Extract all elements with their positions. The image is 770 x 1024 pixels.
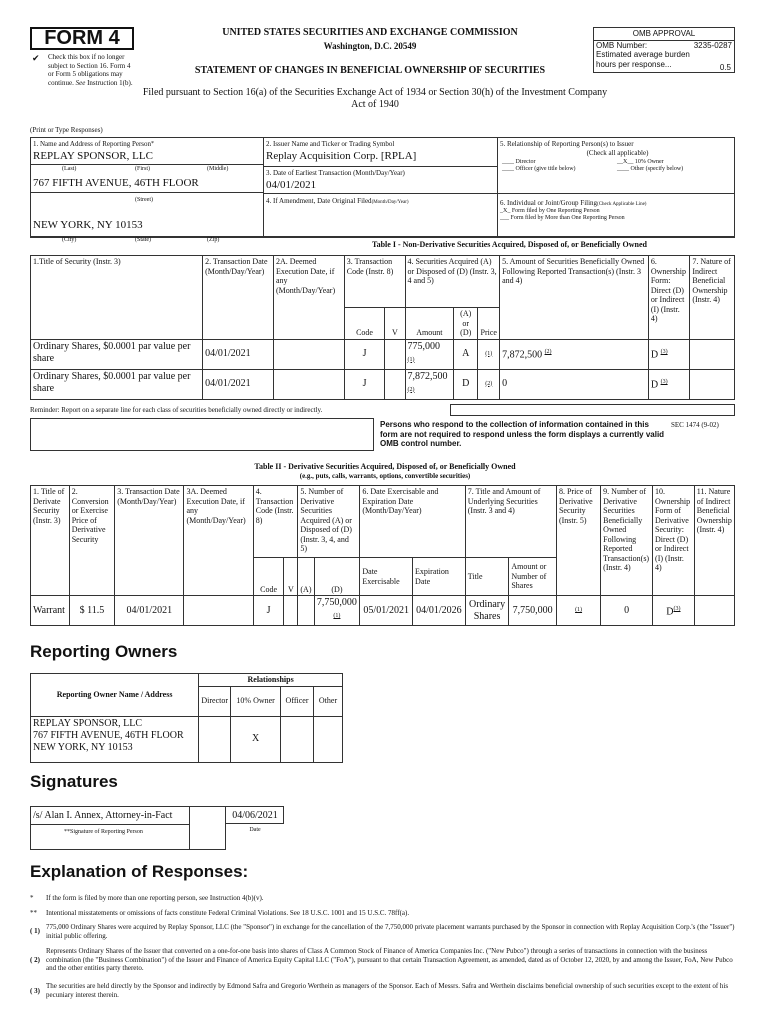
box6-label-text: 6. Individual or Joint/Group Filing (500, 199, 598, 207)
reporting-person-street: 767 FIFTH AVENUE, 46TH FLOOR (33, 177, 199, 189)
explanation-text: Represents Ordinary Shares of the Issuer that converted on a one-for-one basis into shares of Class A Common Stock of Finance of America Companies Inc. ("New Pubco") through a series of transactions in connection with the business combination (the "Business Combination") of the Issuer and Finance of America Equity Capital LLC ("FoA"), pursuant to that certain Transaction Agreement, as amended, dated as of October 12, 2020, by and among the Issuer, FoA, New Pubco and the other entities party thereto. (46, 947, 733, 972)
t2-h1: 1. Title of Derivate Security (Instr. 3) (31, 486, 70, 596)
t2-h10: 10. Ownership Form of Derivative Security: Direct (D) or Indirect (I) (Instr. 4) (653, 486, 695, 596)
statement-title: STATEMENT OF CHANGES IN BENEFICIAL OWNERSHIP OF SECURITIES (194, 65, 546, 76)
t2-h-a: (A) (298, 558, 314, 596)
t1-h-v: V (385, 308, 405, 340)
form-title-box (30, 27, 134, 50)
box1-label (33, 140, 154, 149)
ro-owner-line3: NEW YORK, NY 10153 (33, 741, 133, 753)
director-label: Director (515, 159, 536, 165)
signature-date: 04/06/2021 (232, 810, 278, 821)
ro-h-other: Other (314, 686, 343, 716)
t1-h-amount: Amount (405, 308, 454, 340)
table-row (31, 716, 343, 762)
t1-r1-form: D (650, 349, 659, 361)
explanation-mark: ( 2) (30, 956, 40, 964)
t1-r2-price-fn[interactable]: (2) (478, 369, 500, 399)
ro-owner (31, 716, 199, 762)
relationship-ten-pct[interactable]: __X__ 10% Owner (617, 159, 664, 165)
city-label: (City) (62, 237, 77, 243)
relationship-officer[interactable]: ____ Officer (give title below) (502, 166, 576, 172)
explanation-item (30, 894, 730, 903)
t1-r1-amount: 775,000 (407, 340, 441, 352)
t1-r2-code: J (344, 369, 384, 399)
ro-h-officer: Officer (281, 686, 314, 716)
t2-und-title: Ordinary Shares (465, 596, 509, 626)
omb-title: OMB APPROVAL (594, 28, 734, 41)
officer-label: Officer (give title below) (515, 166, 576, 172)
omb-burden-row (594, 50, 708, 69)
box1-label-text: 1. Name and Address of Reporting Person (33, 140, 152, 148)
first-label: (First) (135, 166, 150, 172)
omb-burden-value: 0.5 (719, 63, 731, 72)
relationship-director[interactable]: ____ Director (502, 159, 536, 165)
t1-r1-amount-cell (405, 339, 454, 369)
box4-label-text: 4. If Amendment, Date Original Filed (266, 197, 372, 205)
t2-deemed (184, 596, 253, 626)
t2-h-exp: Expiration Date (413, 558, 466, 596)
t1-r1-owned: 7,872,500 (502, 349, 543, 361)
t1-r1-owned-cell (500, 339, 649, 369)
table-row (31, 596, 735, 626)
reporting-owners-table (30, 673, 343, 763)
t2-v (284, 596, 298, 626)
t2-h3a: 3A. Deemed Execution Date, if any (Month/Day/Year) (184, 486, 253, 596)
box3-label: 3. Date of Earliest Transaction (Month/Day/Year) (266, 169, 405, 177)
t1-h-nature: 7. Nature of Indirect Beneficial Ownership (Instr. 4) (690, 256, 735, 340)
t2-h-d: (D) (314, 558, 360, 596)
t2-price-fn[interactable]: (1) (556, 596, 600, 626)
print-type: (Print or Type Responses) (30, 126, 103, 134)
t2-d-fn[interactable]: (1) (333, 613, 341, 619)
explanation-mark: * (30, 894, 34, 902)
ten-pct-label: 10% Owner (634, 159, 664, 165)
t1-h-owned: 5. Amount of Securities Beneficially Owned Following Reported Transaction(s) (Instr. 3 and 4) (500, 256, 649, 340)
checkbox-see: See (75, 78, 86, 87)
table1-title: Table I - Non-Derivative Securities Acquired, Disposed of, or Beneficially Owned (372, 240, 647, 249)
other-label: Other (specify below) (630, 166, 684, 172)
ro-h-director: Director (199, 686, 231, 716)
filing-option-one[interactable]: _X_ Form filed by One Reporting Person (500, 208, 600, 214)
t1-r2-deemed (273, 369, 344, 399)
t2-h6: 6. Date Exercisable and Expiration Date (Month/Day/Year) (360, 486, 465, 558)
zip-label: (Zip) (207, 237, 220, 243)
t1-h-price: Price (478, 308, 500, 340)
filed-pursuant: Filed pursuant to Section 16(a) of the Securities Exchange Act of 1934 or Section 30(h) of the Investment Company Act of 1940 (142, 87, 608, 110)
t2-h-title: Title (465, 558, 509, 596)
checkbox-text (48, 53, 138, 87)
t1-r1-form-cell (648, 339, 690, 369)
explanation-heading: Explanation of Responses: (30, 862, 249, 881)
no-longer-subject-checkbox[interactable]: ✔ (32, 53, 40, 63)
table-row (31, 369, 735, 399)
t2-date-ex: 05/01/2021 (360, 596, 413, 626)
sec-code: SEC 1474 (9-02) (671, 421, 719, 429)
explanation-text: 775,000 Ordinary Shares were acquired by Replay Sponsor, LLC (the "Sponsor") in exchange for the cancellation of the 7,750,000 private placement warrants purchased by the Sponsor in connection with Replay Acquisition Corp.'s (the "Issuer") initial public offering. (46, 923, 735, 940)
t2-h-amount: Amount or Number of Shares (509, 558, 557, 596)
omb-approval-box (593, 27, 735, 73)
explanation-text: Intentional misstatements or omissions of facts constitute Federal Criminal Violations. See 18 U.S.C. 1001 and 15 U.S.C. 78ff(a). (46, 909, 410, 917)
t2-h4: 4. Transaction Code (Instr. 8) (253, 486, 298, 558)
ro-h-name: Reporting Owner Name / Address (31, 674, 199, 717)
t2-form-cell (653, 596, 695, 626)
t1-h-acquired: 4. Securities Acquired (A) or Disposed of (D) (Instr. 3, 4 and 5) (405, 256, 500, 308)
t1-h-date: 2. Transaction Date (Month/Day/Year) (203, 256, 274, 340)
explanation-mark: ( 1) (30, 927, 40, 935)
t1-r1-aord: A (454, 339, 478, 369)
t2-und-amount: 7,750,000 (509, 596, 557, 626)
t2-h7: 7. Title and Amount of Underlying Securities (Instr. 3 and 4) (465, 486, 556, 558)
table-row (31, 339, 735, 369)
t2-nature (694, 596, 734, 626)
ro-other (314, 716, 343, 762)
explanation-mark: ** (30, 909, 37, 917)
t1-r2-v (385, 369, 405, 399)
form-title: FORM 4 (44, 27, 120, 49)
ro-ten-pct-mark: X (231, 716, 281, 762)
t1-r2-form: D (650, 379, 659, 391)
earliest-transaction-date: 04/01/2021 (266, 179, 317, 191)
t2-d-cell (314, 596, 360, 626)
table2-subtitle: (e.g., puts, calls, warrants, options, convertible securities) (299, 472, 471, 480)
t1-r2-form-cell (648, 369, 690, 399)
agency-line1: UNITED STATES SECURITIES AND EXCHANGE COMMISSION (222, 27, 518, 38)
last-label: (Last) (62, 166, 77, 172)
t1-r1-title: Ordinary Shares, $0.0001 par value per share (31, 339, 203, 369)
t2-h3: 3. Transaction Date (Month/Day/Year) (115, 486, 184, 596)
box5-label: 5. Relationship of Reporting Person(s) to Issuer (500, 140, 634, 148)
t2-h-date-ex: Date Exercisable (360, 558, 413, 596)
t2-d-amount: 7,750,000 (316, 597, 357, 608)
state-label: (State) (135, 237, 151, 243)
omb-burden-label: Estimated average burden hours per response... (596, 50, 690, 69)
t2-h11: 11. Nature of Indirect Beneficial Ownership (Instr. 4) (694, 486, 734, 596)
t2-h-v: V (284, 558, 298, 596)
t1-r2-amount-fn[interactable]: (2) (407, 386, 415, 393)
t1-h-aord: (A) or (D) (454, 308, 478, 340)
explanation-text: The securities are held directly by the Sponsor and indirectly by Edmond Safra and Gregorio Werthein as managers of the Sponsor. Each of Messrs. Safra and Werthein disclaims beneficial ownership of such securities except to the extent of his pecuniary interest therein. (46, 982, 729, 999)
signer: /s/ Alan I. Annex, Attorney-in-Fact (33, 810, 173, 821)
t2-h8: 8. Price of Derivative Security (Instr. 5) (556, 486, 600, 596)
signer-caption: **Signature of Reporting Person (64, 829, 143, 835)
t1-r2-owned: 0 (502, 378, 508, 389)
t2-a (298, 596, 314, 626)
persons-notice: Persons who respond to the collection of information contained in this form are not required to respond unless the form displays a currently valid OMB control number. (380, 420, 665, 448)
t1-r2-amount-cell (405, 369, 454, 399)
explanation-item (30, 982, 735, 999)
t1-r2-owned-cell (500, 369, 649, 399)
t1-r1-form-fn[interactable]: (3) (660, 349, 668, 356)
ten-pct-mark: X (623, 159, 628, 165)
t1-r2-amount: 7,872,500 (407, 370, 448, 382)
signature-date-caption: Date (249, 827, 261, 833)
t2-h5: 5. Number of Derivative Securities Acquired (A) or Disposed of (D) (Instr. 3, 4, and 5) (298, 486, 360, 558)
reminder-box-left (30, 418, 374, 451)
t2-h9: 9. Number of Derivative Securities Beneficially Owned Following Reported Transaction(s) (Instr. 4) (601, 486, 653, 596)
box5-sub: (Check all applicable) (586, 149, 649, 157)
ro-h-ten-pct: 10% Owner (231, 686, 281, 716)
omb-number-row (594, 41, 734, 51)
t1-h-form: 6. Ownership Form: Direct (D) or Indirect (I) (Instr. 4) (648, 256, 690, 340)
filing-one-mark: X (503, 208, 508, 214)
t1-r1-deemed (273, 339, 344, 369)
explanation-item (30, 947, 735, 973)
box4-label-small: (Month/Day/Year) (371, 200, 409, 205)
signatures-heading: Signatures (30, 772, 118, 791)
explanation-item (30, 909, 730, 918)
t1-h-title: 1.Title of Security (Instr. 3) (31, 256, 203, 340)
checkbox-instr: Instruction 1(b). (87, 78, 133, 87)
reporting-person-name: REPLAY SPONSOR, LLC (33, 150, 153, 162)
table2-title: Table II - Derivative Securities Acquired, Disposed of, or Beneficially Owned (254, 462, 516, 471)
t1-r1-owned-fn[interactable]: (2) (544, 349, 552, 356)
ro-director (199, 716, 231, 762)
issuer-name: Replay Acquisition Corp. [RPLA] (266, 150, 417, 162)
t1-r2-aord: D (454, 369, 478, 399)
box1-label-star: * (151, 141, 155, 147)
t1-r2-form-fn[interactable]: (3) (660, 379, 668, 386)
ro-owner-line2: 767 FIFTH AVENUE, 46TH FLOOR (33, 729, 184, 741)
t2-exp: 04/01/2026 (413, 596, 466, 626)
t2-form-fn[interactable]: (3) (673, 605, 681, 612)
table1 (30, 255, 735, 400)
ro-owner-line1: REPLAY SPONSOR, LLC (33, 717, 143, 729)
t1-h-code-sub: Code (344, 308, 384, 340)
t2-title: Warrant (31, 596, 70, 626)
reminder: Reminder: Report on a separate line for each class of securities beneficially owned directly or indirectly. (30, 406, 323, 414)
filing-option-more[interactable]: ___ Form filed by More than One Reporting Person (500, 215, 625, 221)
table2 (30, 485, 735, 626)
reminder-box-right (450, 404, 735, 416)
t1-r2-date: 04/01/2021 (203, 369, 274, 399)
explanation-item (30, 923, 735, 940)
t1-r1-date: 04/01/2021 (203, 339, 274, 369)
t1-h-code: 3. Transaction Code (Instr. 8) (344, 256, 405, 308)
box2-label: 2. Issuer Name and Ticker or Trading Symbol (266, 140, 395, 148)
t1-r2-nature (690, 369, 735, 399)
t1-r1-v (385, 339, 405, 369)
explanation-mark: ( 3) (30, 987, 40, 995)
t2-h-code: Code (253, 558, 284, 596)
reporting-owners-heading: Reporting Owners (30, 642, 178, 661)
t1-r1-code: J (344, 339, 384, 369)
relationship-other[interactable]: ____ Other (specify below) (617, 166, 684, 172)
ro-officer (281, 716, 314, 762)
omb-number: 3235-0287 (693, 40, 732, 50)
t2-h2: 2. Conversion or Exercise Price of Derivative Security (69, 486, 114, 596)
explanation-text: If the form is filed by more than one reporting person, see Instruction 4(b)(v). (46, 894, 264, 902)
t1-h-deemed: 2A. Deemed Execution Date, if any (Month/Day/Year) (273, 256, 344, 340)
agency-line2: Washington, D.C. 20549 (323, 41, 417, 51)
box6-label-small: (Check Applicable Line) (597, 202, 647, 207)
t1-r1-amount-fn[interactable]: (1) (407, 356, 415, 363)
filing-more-label: Form filed by More than One Reporting Person (510, 215, 625, 221)
middle-label: (Middle) (207, 166, 229, 172)
checkbox-text-main: Check this box if no longer subject to Section 16. Form 4 or Form 5 obligations may continue. (48, 53, 131, 87)
filing-one-label: Form filed by One Reporting Person (511, 208, 600, 214)
t1-r1-price-fn[interactable]: (1) (478, 339, 500, 369)
t2-date: 04/01/2021 (115, 596, 184, 626)
reporting-person-city: NEW YORK, NY 10153 (33, 219, 143, 231)
omb-number-label: OMB Number: (596, 40, 648, 50)
t1-r1-nature (690, 339, 735, 369)
box4-label (266, 197, 409, 206)
street-label: (Street) (135, 197, 153, 203)
ro-h-relationships: Relationships (199, 674, 343, 687)
t2-code: J (253, 596, 284, 626)
t1-r2-title: Ordinary Shares, $0.0001 par value per share (31, 369, 203, 399)
t2-form: D (666, 606, 674, 618)
t2-owned: 0 (601, 596, 653, 626)
t2-price: $ 11.5 (69, 596, 114, 626)
